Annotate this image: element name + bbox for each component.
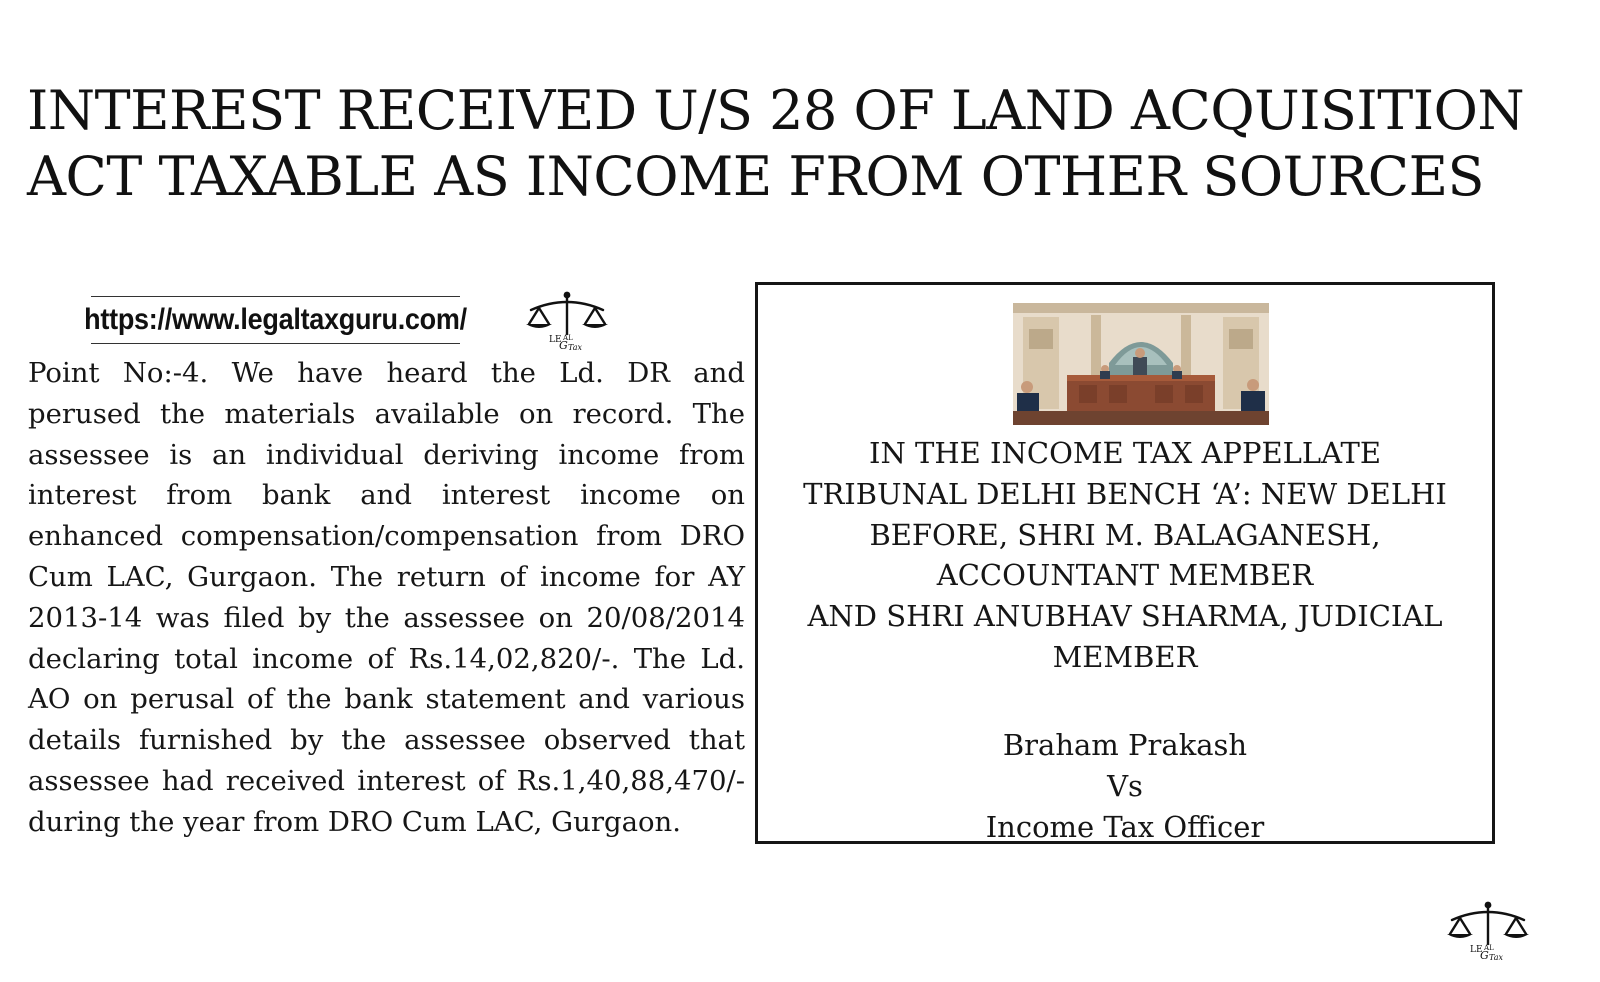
respondent-name: Income Tax Officer bbox=[985, 809, 1265, 844]
svg-text:LE: LE bbox=[1470, 945, 1483, 955]
case-details-card bbox=[755, 282, 1495, 844]
versus-label: Vs bbox=[1107, 768, 1143, 803]
headline-line-2: ACT TAXABLE AS INCOME FROM OTHER SOURCES bbox=[27, 145, 1485, 208]
court-line: ACCOUNTANT MEMBER bbox=[936, 558, 1314, 593]
scales-of-justice-icon bbox=[521, 288, 613, 352]
court-line: AND SHRI ANUBHAV SHARMA, JUDICIAL bbox=[807, 599, 1443, 634]
court-line: MEMBER bbox=[1052, 639, 1198, 674]
svg-text:Tax: Tax bbox=[1489, 953, 1503, 962]
courtroom-illustration bbox=[1013, 303, 1269, 425]
svg-text:LE: LE bbox=[549, 335, 562, 345]
svg-text:AL: AL bbox=[1484, 944, 1494, 952]
case-parties bbox=[758, 725, 1492, 847]
scales-of-justice-icon bbox=[1442, 898, 1534, 962]
website-url[interactable]: https://www.legaltaxguru.com/ bbox=[91, 296, 460, 344]
court-bench-details bbox=[758, 433, 1492, 678]
svg-text:AL: AL bbox=[563, 334, 573, 342]
court-line: BEFORE, SHRI M. BALAGANESH, bbox=[869, 517, 1381, 552]
court-line: IN THE INCOME TAX APPELLATE bbox=[868, 436, 1382, 470]
svg-text:Tax: Tax bbox=[568, 343, 582, 352]
svg-text:G: G bbox=[559, 339, 568, 352]
article-headline bbox=[27, 78, 1567, 210]
svg-text:G: G bbox=[1480, 949, 1489, 962]
headline-line-1: INTEREST RECEIVED U/S 28 OF LAND ACQUISITION bbox=[27, 79, 1525, 142]
judgment-excerpt: Point No:-4. We have heard the Ld. DR and perused the materials available on record. The assessee is an individual deriving income from interest from bank and interest income on enhanced compensation/compensation from DRO Cum LAC, Gurgaon. The return of income for AY 2013-14 was filed by the assessee on 20/08/2014 declaring total income of Rs.14,02,820/-. The Ld. AO on perusal of the bank statement and various details furnished by the assessee observed that assessee had received interest of Rs.1,40,88,470/- during the year from DRO Cum LAC, Gurgaon. bbox=[28, 357, 745, 838]
court-line: TRIBUNAL DELHI BENCH ‘A’: NEW DELHI bbox=[803, 476, 1447, 511]
appellant-name: Braham Prakash bbox=[1002, 728, 1248, 762]
